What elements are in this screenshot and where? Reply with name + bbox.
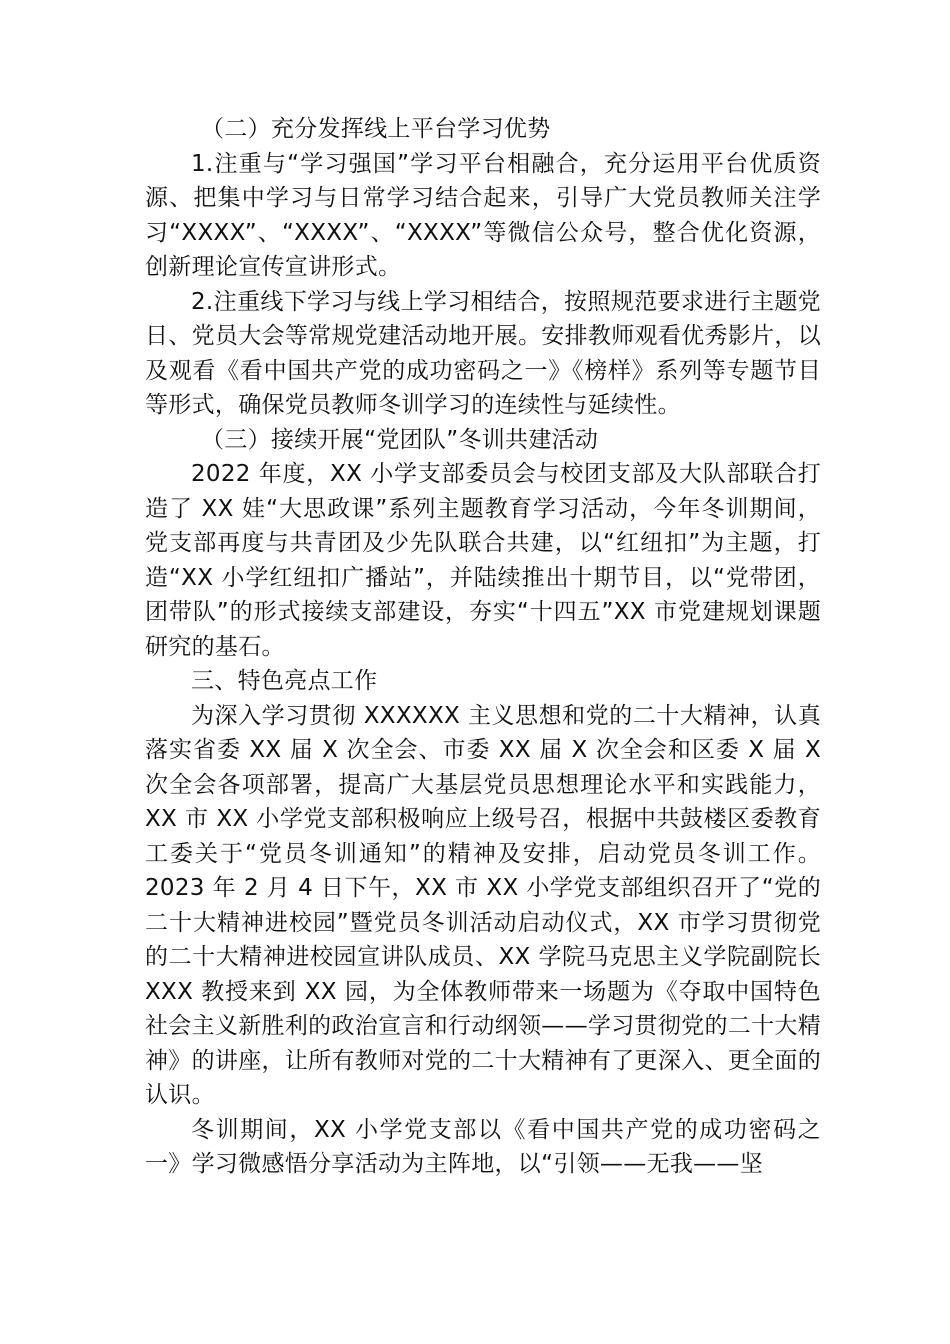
document-page (145, 112, 821, 1182)
paragraph-xuexi-qiangguo: 1.注重与“学习强国”学习平台相融合，充分运用平台优质资源、把集中学习与日常学习结合起来，引导广大党员教师关注学习“XXXX”、“XXXX”、“XXXX”等微信公众号，整合优化资源，创新理论宣传宣讲形式。 (145, 150, 821, 280)
paragraph-2022-activity: 2022 年度，XX 小学支部委员会与校团支部及大队部联合打造了 XX 娃“大思政课”系列主题教育学习活动，今年冬训期间，党支部再度与共青团及少先队联合共建，以“红纽扣”为主题，打造“XX 小学红纽扣广播站”，并陆续推出十期节目，以“党带团，团带队”的形式接续支部建设，夯实“十四五”XX 市党建规划课题研究的基石。 (145, 461, 821, 660)
section-heading-highlights: 三、特色亮点工作 (191, 668, 378, 694)
paragraph-winter-training: 冬训期间，XX 小学党支部以《看中国共产党的成功密码之一》学习微感悟分享活动为主阵地，以“引领——无我——坚 (145, 1116, 821, 1177)
subheading-online-platform: （二）充分发挥线上平台学习优势 (201, 116, 551, 142)
paragraph-offline-online: 2.注重线下学习与线上学习相结合，按照规范要求进行主题党日、党员大会等常规党建活动地开展。安排教师观看优秀影片，以及观看《看中国共产党的成功密码之一》《榜样》系列等专题节目等形式，确保党员教师冬训学习的连续性与延续性。 (145, 288, 821, 418)
subheading-party-league-team: （三）接续开展“党团队”冬训共建活动 (201, 426, 599, 453)
paragraph-highlights-detail: 为深入学习贯彻 XXXXXX 主义思想和党的二十大精神，认真落实省委 XX 届 X 次全会、市委 XX 届 X 次全会和区委 X 届 X 次全会各项部署，提高广大基层党员思想理论水平和实践能力，XX 市 XX 小学党支部积极响应上级号召，根据中共鼓楼区委教育工委关于“党员冬训通知”的精神及安排，启动党员冬训工作。2023 年 2 月 4 日下午，XX 市 XX 小学党支部组织召开了“党的二十大精神进校园”暨党员冬训活动启动仪式，XX 市学习贯彻党的二十大精神进校园宣讲队成员、XX 学院马克思主义学院副院长 XXX 教授来到 XX 园，为全体教师带来一场题为《夺取中国特色社会主义新胜利的政治宣言和行动纲领——学习贯彻党的二十大精神》的讲座，让所有教师对党的二十大精神有了更深入、更全面的认识。 (145, 702, 821, 1108)
